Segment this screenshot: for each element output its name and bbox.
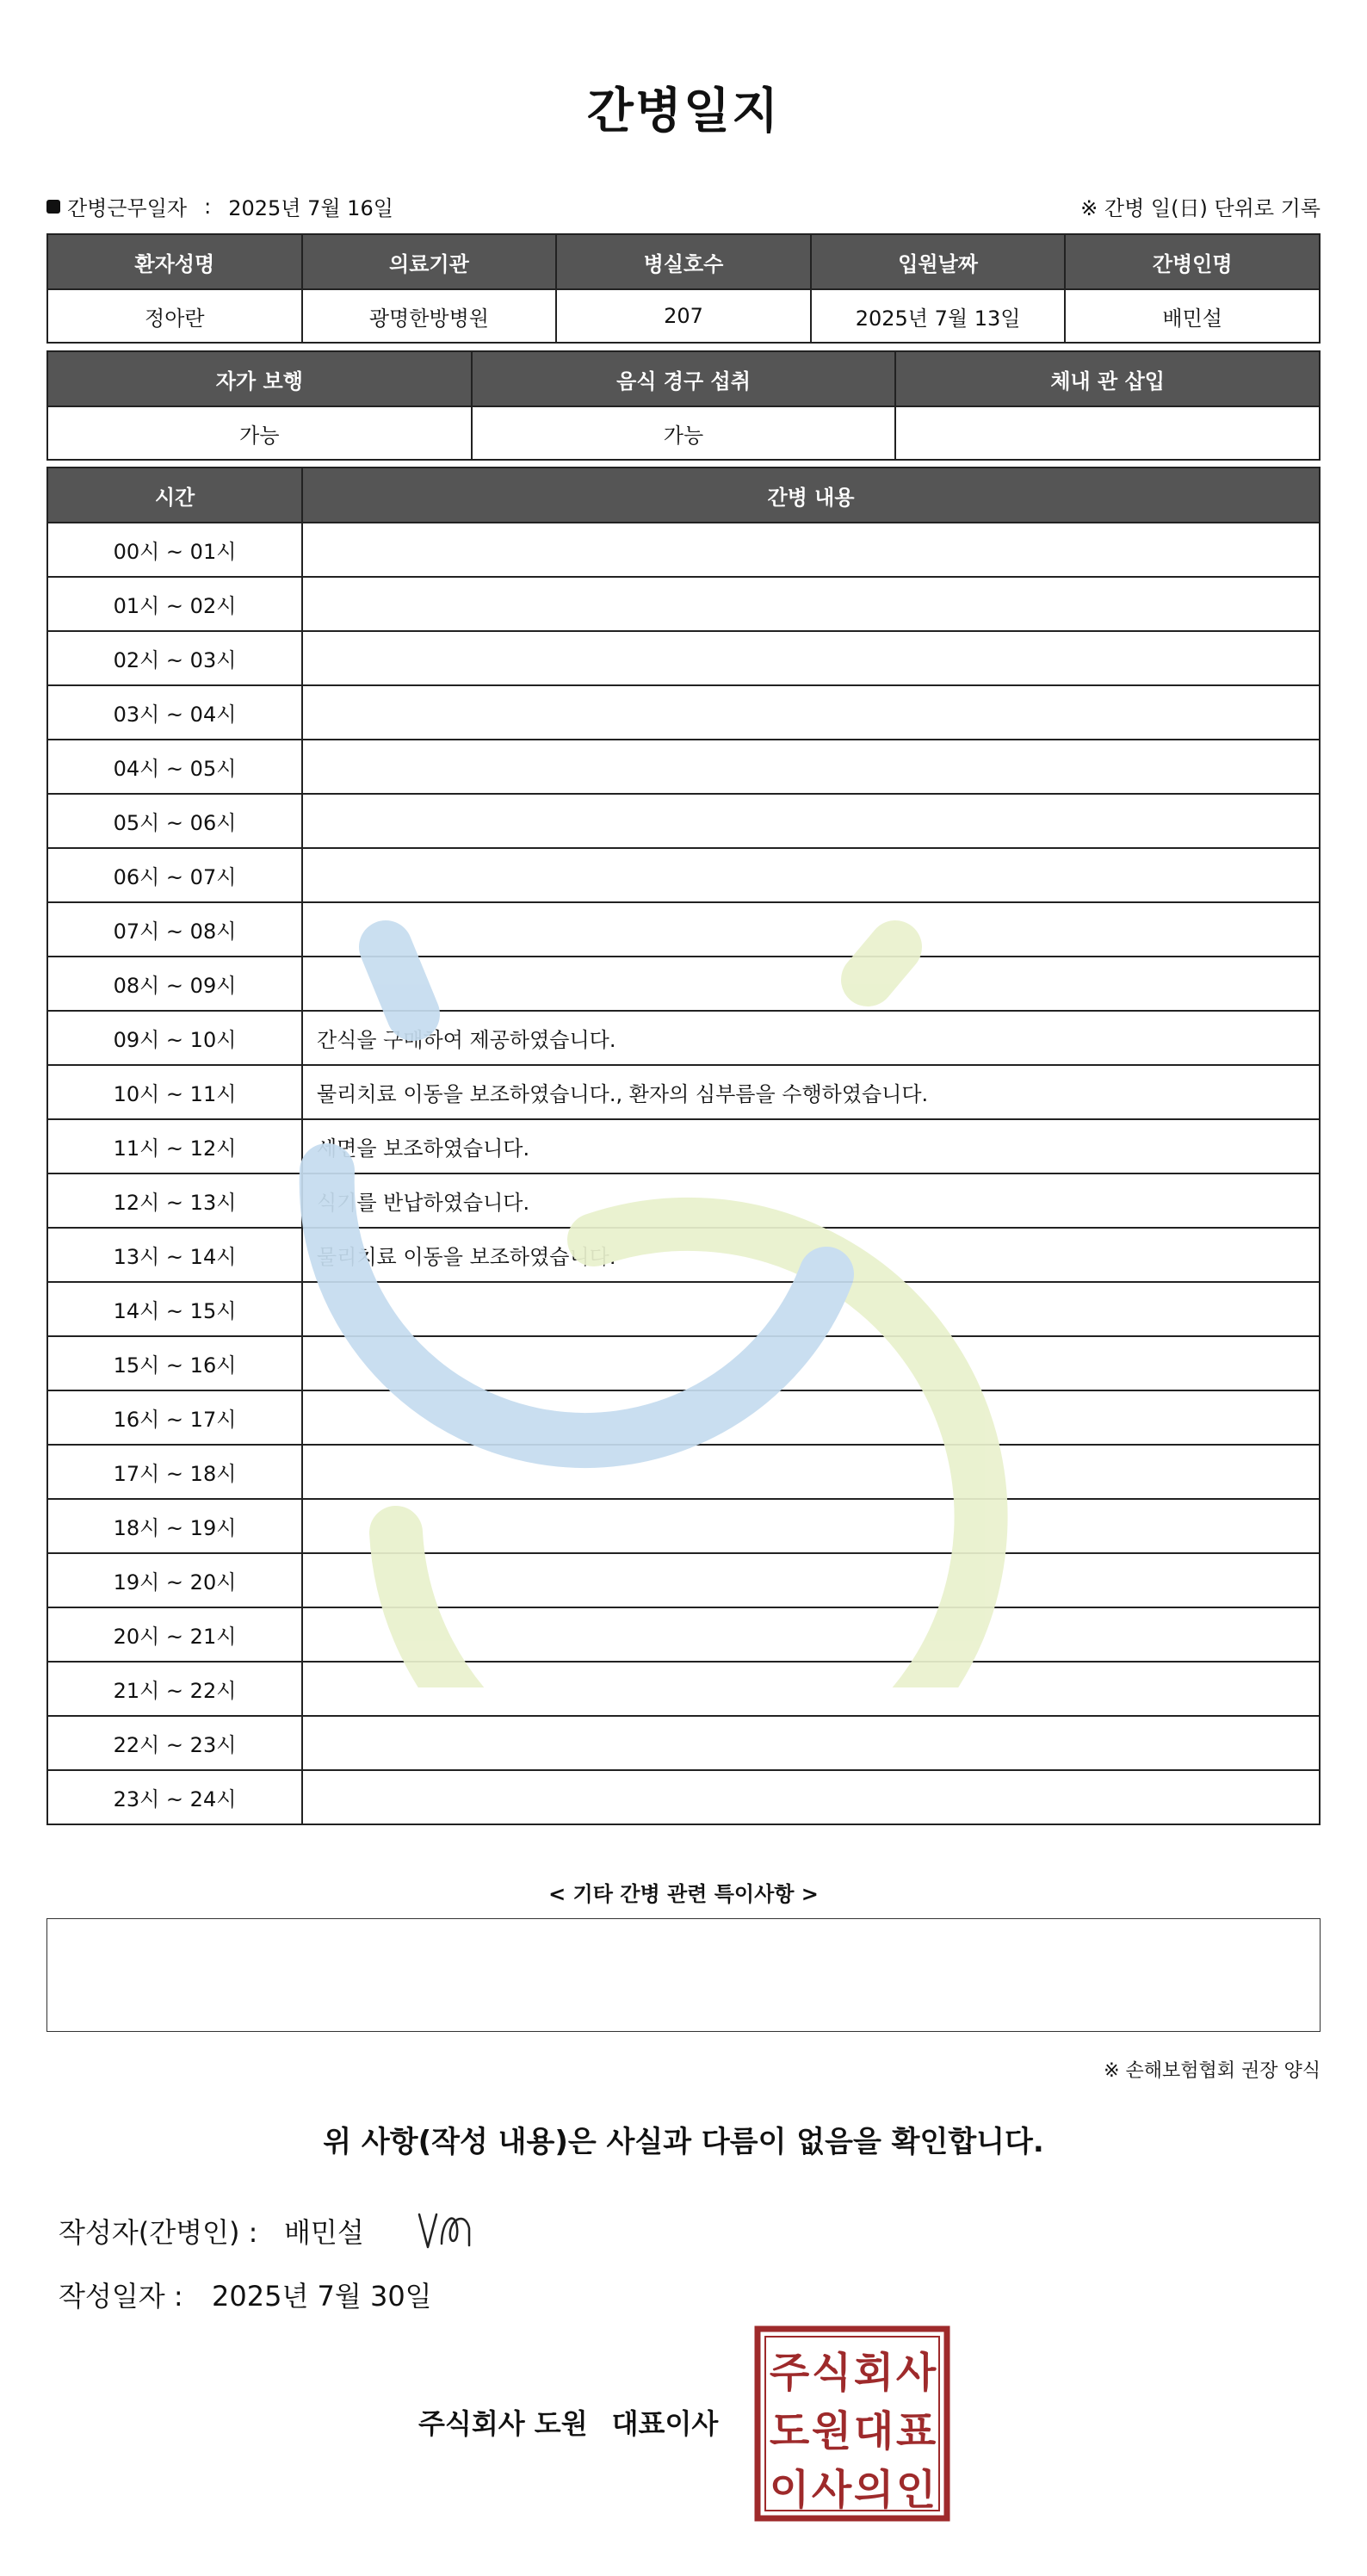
patient-room: 207 [556, 289, 811, 343]
log-content [302, 577, 1320, 631]
log-time: 03시 ~ 04시 [47, 685, 302, 740]
table-row [47, 1553, 1320, 1607]
work-date-value: 2025년 7월 16일 [228, 196, 393, 220]
log-header-time: 시간 [47, 468, 302, 523]
patient-header-institution: 의료기관 [302, 234, 557, 289]
page-title: 간병일지 [586, 84, 781, 139]
unit-note: ※ 간병 일(日) 단위로 기록 [1080, 196, 1321, 220]
patient-institution: 광명한방병원 [302, 289, 557, 343]
table-row [47, 1770, 1320, 1824]
log-content: 물리치료 이동을 보조하였습니다., 환자의 심부름을 수행하였습니다. [302, 1065, 1320, 1119]
table-row [47, 685, 1320, 740]
table-row [47, 1607, 1320, 1662]
table-row [47, 1173, 1320, 1228]
stamp-glyph: 도 [769, 2407, 810, 2455]
writer-label: 작성자(간병인) : [59, 2216, 258, 2249]
table-row [47, 848, 1320, 902]
confirmation-statement: 위 사항(작성 내용)은 사실과 다름이 없음을 확인합니다. [323, 2125, 1044, 2159]
care-log-table [46, 467, 1321, 1825]
patient-header-room: 병실호수 [556, 234, 811, 289]
table-row [47, 1499, 1320, 1553]
ability-tube [895, 406, 1320, 460]
table-row [47, 902, 1320, 957]
stamp-glyph: 원 [811, 2407, 852, 2455]
work-date-row [46, 191, 393, 221]
log-time: 11시 ~ 12시 [47, 1119, 302, 1173]
patient-header-name: 환자성명 [47, 234, 302, 289]
patient-header-admission: 입원날짜 [811, 234, 1066, 289]
log-time: 04시 ~ 05시 [47, 740, 302, 794]
remarks-title: < 기타 간병 관련 특이사항 > [548, 1882, 819, 1906]
stamp-glyph: 대 [853, 2407, 894, 2455]
log-time: 08시 ~ 09시 [47, 957, 302, 1011]
log-content [302, 1336, 1320, 1390]
table-row [47, 794, 1320, 848]
patient-header-caregiver: 간병인명 [1065, 234, 1320, 289]
company-signoff [418, 2402, 718, 2442]
table-row [47, 1336, 1320, 1390]
work-date-separator: : [204, 194, 212, 219]
stamp-glyph: 의 [853, 2466, 894, 2514]
log-content [302, 1662, 1320, 1716]
log-time: 18시 ~ 19시 [47, 1499, 302, 1553]
log-time: 02시 ~ 03시 [47, 631, 302, 685]
log-time: 19시 ~ 20시 [47, 1553, 302, 1607]
patient-admission-date: 2025년 7월 13일 [811, 289, 1066, 343]
log-time: 15시 ~ 16시 [47, 1336, 302, 1390]
company-name: 주식회사 도원 [418, 2407, 588, 2440]
log-time: 21시 ~ 22시 [47, 1662, 302, 1716]
ability-oral-intake: 가능 [472, 406, 896, 460]
log-time: 01시 ~ 02시 [47, 577, 302, 631]
ability-header-tube: 체내 관 삽입 [895, 351, 1320, 406]
stamp-glyph: 표 [895, 2407, 937, 2455]
log-content [302, 1553, 1320, 1607]
written-date-value: 2025년 7월 30일 [212, 2280, 432, 2313]
log-time: 09시 ~ 10시 [47, 1011, 302, 1065]
log-time: 23시 ~ 24시 [47, 1770, 302, 1824]
stamp-glyph: 사 [811, 2466, 852, 2514]
log-time: 05시 ~ 06시 [47, 794, 302, 848]
log-time: 22시 ~ 23시 [47, 1716, 302, 1770]
table-row [47, 1716, 1320, 1770]
log-content: 물리치료 이동을 보조하였습니다. [302, 1228, 1320, 1282]
table-row [47, 1228, 1320, 1282]
table-row [47, 1011, 1320, 1065]
log-body [47, 523, 1320, 1824]
writer-row [59, 2209, 485, 2252]
stamp-glyph: 인 [895, 2466, 937, 2514]
log-time: 13시 ~ 14시 [47, 1228, 302, 1282]
table-row [47, 1119, 1320, 1173]
patient-caregiver: 배민설 [1065, 289, 1320, 343]
remarks-box [46, 1918, 1321, 2032]
log-content: 세면을 보조하였습니다. [302, 1119, 1320, 1173]
log-time: 16시 ~ 17시 [47, 1390, 302, 1445]
table-row [47, 740, 1320, 794]
log-content [302, 1282, 1320, 1336]
log-content: 식기를 반납하였습니다. [302, 1173, 1320, 1228]
writer-name: 배민설 [284, 2216, 364, 2249]
log-content: 간식을 구매하여 제공하였습니다. [302, 1011, 1320, 1065]
table-row [47, 1282, 1320, 1336]
form-note: ※ 손해보험협회 권장 양식 [1104, 2060, 1321, 2082]
ability-walking: 가능 [47, 406, 472, 460]
work-date-label: 간병근무일자 [67, 196, 188, 220]
stamp-glyph: 식 [811, 2349, 852, 2397]
ability-header-oral-intake: 음식 경구 섭취 [472, 351, 896, 406]
table-row [47, 631, 1320, 685]
log-time: 14시 ~ 15시 [47, 1282, 302, 1336]
log-content [302, 1716, 1320, 1770]
table-row [47, 1662, 1320, 1716]
log-time: 06시 ~ 07시 [47, 848, 302, 902]
log-content [302, 1499, 1320, 1553]
stamp-glyph: 사 [895, 2349, 937, 2397]
log-content [302, 794, 1320, 848]
log-time: 12시 ~ 13시 [47, 1173, 302, 1228]
company-role: 대표이사 [611, 2407, 719, 2440]
log-header-content: 간병 내용 [302, 468, 1320, 523]
patient-name: 정아란 [47, 289, 302, 343]
handwritten-signature [416, 2209, 485, 2252]
table-row [47, 957, 1320, 1011]
log-content [302, 1445, 1320, 1499]
log-time: 17시 ~ 18시 [47, 1445, 302, 1499]
log-time: 10시 ~ 11시 [47, 1065, 302, 1119]
log-content [302, 957, 1320, 1011]
company-seal-stamp [753, 2325, 951, 2523]
log-content [302, 848, 1320, 902]
log-content [302, 631, 1320, 685]
written-date-row [59, 2275, 432, 2314]
ability-header-walking: 자가 보행 [47, 351, 472, 406]
table-row [47, 1445, 1320, 1499]
written-date-label: 작성일자 : [59, 2280, 183, 2313]
stamp-glyph: 이 [769, 2466, 810, 2514]
log-content [302, 1390, 1320, 1445]
log-content [302, 1607, 1320, 1662]
log-time: 20시 ~ 21시 [47, 1607, 302, 1662]
log-time: 07시 ~ 08시 [47, 902, 302, 957]
patient-info-table [46, 233, 1321, 344]
table-row [47, 1065, 1320, 1119]
log-content [302, 523, 1320, 577]
table-row [47, 577, 1320, 631]
stamp-glyph: 주 [769, 2349, 810, 2397]
log-content [302, 1770, 1320, 1824]
log-time: 00시 ~ 01시 [47, 523, 302, 577]
log-content [302, 902, 1320, 957]
ability-table [46, 350, 1321, 461]
table-row [47, 1390, 1320, 1445]
square-bullet-icon [46, 200, 60, 214]
table-row [47, 523, 1320, 577]
log-content [302, 740, 1320, 794]
log-content [302, 685, 1320, 740]
stamp-glyph: 회 [853, 2349, 894, 2397]
